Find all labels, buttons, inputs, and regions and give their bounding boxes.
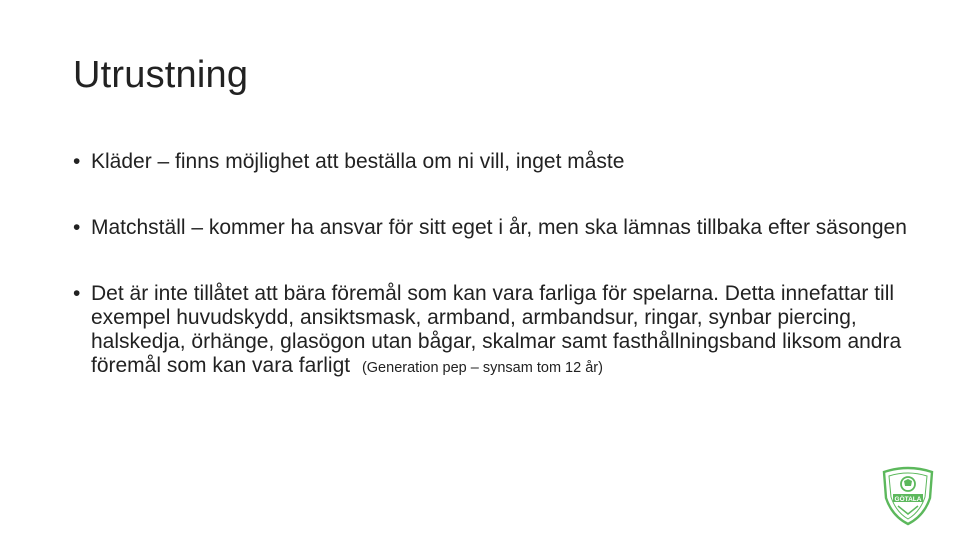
bullet-text: Kläder – finns möjlighet att beställa om ni vill, inget måste: [91, 150, 625, 173]
bullet-item: [73, 216, 913, 240]
bullet-dot: •: [73, 282, 81, 305]
bullet-item: [73, 150, 913, 174]
logo-text: GÖTALA: [894, 496, 922, 503]
slide-title: Utrustning: [73, 54, 249, 96]
bullet-dot: •: [73, 150, 81, 173]
bullet-text: Det är inte tillåtet att bära föremål som kan vara farliga för spelarna. Detta innefattar till exempel huvudskydd, ansiktsmask, armband, armbandsur, ringar, synbar piercing, halskedja, örhänge, glasögon utan bågar, skalmar samt fasthållningsband liksom andra föremål som kan vara farligt: [91, 282, 902, 377]
bullet-list: [73, 150, 913, 380]
bullet-dot: •: [73, 216, 81, 239]
bullet-item: [73, 282, 913, 380]
bullet-note: (Generation pep – synsam tom 12 år): [361, 360, 603, 376]
bullet-text: Matchställ – kommer ha ansvar för sitt eget i år, men ska lämnas tillbaka efter säsongen: [91, 216, 907, 239]
club-crest-icon: [876, 462, 940, 526]
